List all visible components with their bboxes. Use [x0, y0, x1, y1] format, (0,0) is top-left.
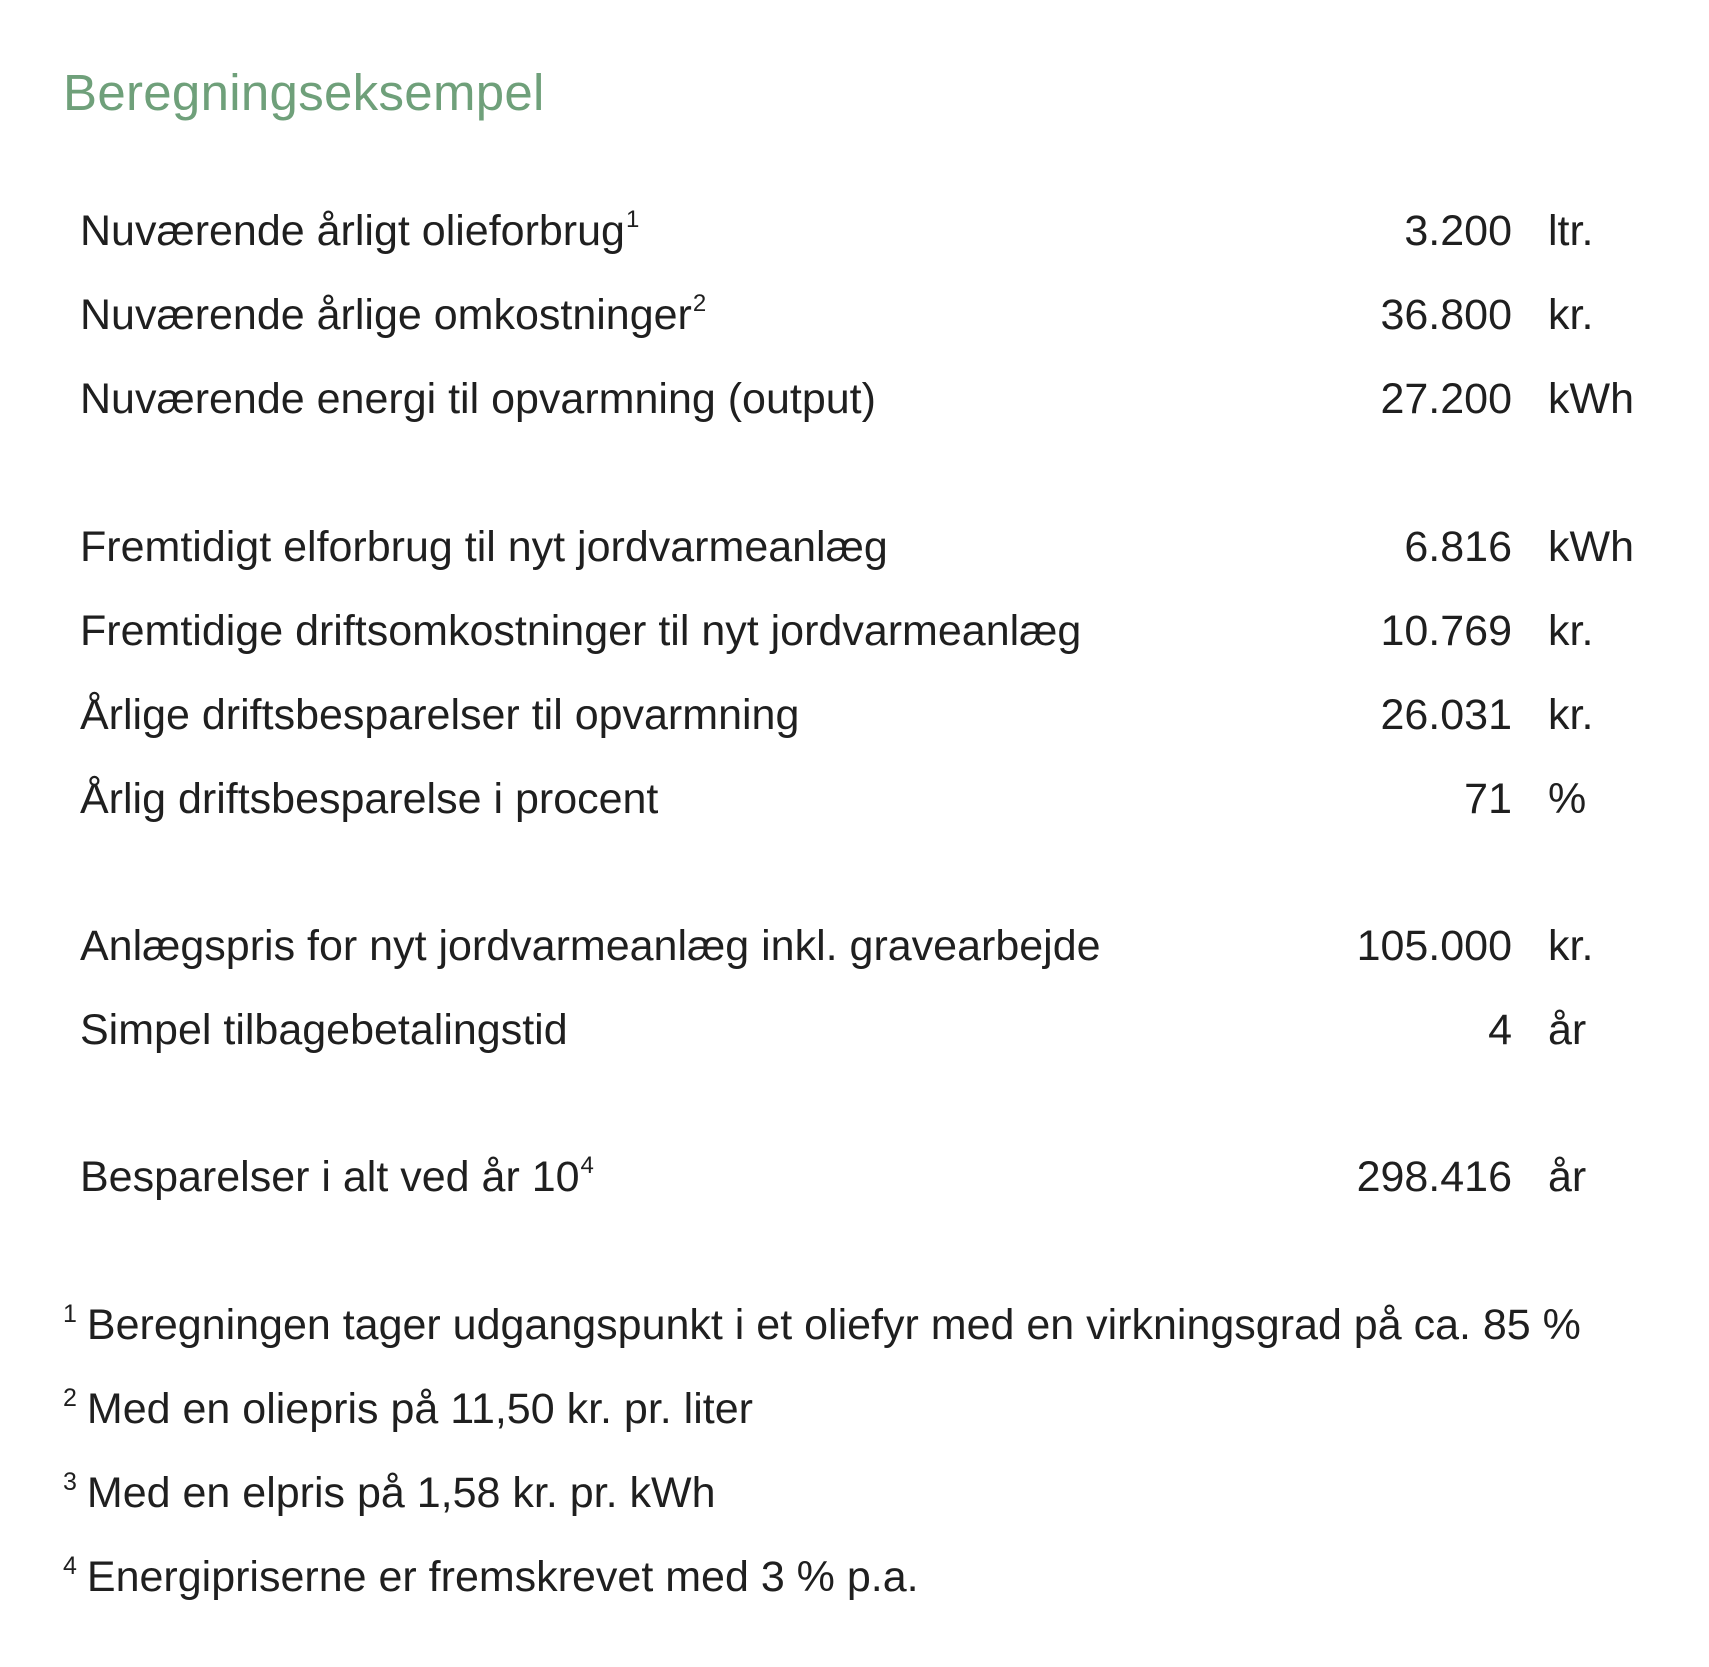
footnote-ref: 1: [625, 206, 640, 233]
row-value: 27.200: [1380, 375, 1512, 423]
row-value: 26.031: [1380, 691, 1512, 739]
footnote: [63, 1283, 1581, 1367]
table-row: [0, 757, 1709, 841]
footnote-number: 4: [63, 1552, 77, 1580]
row-unit: ltr.: [1548, 207, 1594, 255]
footnote: [63, 1535, 919, 1619]
row-unit: år: [1548, 1153, 1587, 1201]
footnote-text: Med en oliepris på 11,50 kr. pr. liter: [86, 1385, 753, 1433]
page-title: Beregningseksempel: [63, 64, 545, 121]
row-label: Besparelser i alt ved år $10^4$: [80, 1152, 594, 1201]
row-label: Anlægspris for nyt jordvarmeanlæg inkl. gravearbejde: [80, 922, 1101, 970]
footnote-text: Energipriserne er fremskrevet med 3 % p.a.: [86, 1553, 919, 1601]
table-row: [0, 589, 1709, 673]
row-label: Fremtidigt elforbrug til nyt jordvarmeanlæg: [80, 523, 888, 571]
row-label: Årlige driftsbesparelser til opvarmning: [80, 691, 800, 739]
table-row: [0, 505, 1709, 589]
row-label: Simpel tilbagebetalingstid: [80, 1006, 568, 1054]
row-label: Nuværende årlige omkostninger$^2$: [80, 290, 707, 339]
row-label: Årlig driftsbesparelse i procent: [80, 775, 659, 823]
table-row: [0, 988, 1709, 1072]
table-row: [0, 357, 1709, 441]
row-unit: kWh: [1548, 375, 1634, 423]
row-value: 105.000: [1356, 922, 1512, 970]
row-unit: kr.: [1548, 922, 1594, 970]
row-label: Fremtidige driftsomkostninger til nyt jordvarmeanlæg: [80, 607, 1082, 655]
footnote: [63, 1367, 753, 1451]
row-unit: %: [1548, 775, 1587, 823]
row-value: 6.816: [1404, 523, 1512, 571]
footnote-ref: 2: [692, 290, 707, 317]
row-unit: år: [1548, 1006, 1587, 1054]
row-label: Nuværende årligt olieforbrug$^1$: [80, 206, 640, 255]
row-value: 10.769: [1380, 607, 1512, 655]
row-value: 3.200: [1404, 207, 1512, 255]
table-row: [0, 273, 1709, 357]
table-row: [0, 904, 1709, 988]
footnote-ref: 4: [580, 1152, 594, 1179]
footnote: [63, 1451, 716, 1535]
row-label: Nuværende energi til opvarmning (output): [80, 375, 876, 423]
table-row: [0, 673, 1709, 757]
footnote-number: 1: [63, 1300, 77, 1328]
row-value: 4: [1488, 1006, 1512, 1054]
table-row: [0, 1135, 1709, 1219]
footnote-text: Med en elpris på 1,58 kr. pr. kWh: [86, 1469, 716, 1517]
row-unit: kr.: [1548, 691, 1594, 739]
row-value: 298.416: [1356, 1153, 1512, 1201]
table-row: [0, 189, 1709, 273]
row-unit: kWh: [1548, 523, 1634, 571]
footnote-text: Beregningen tager udgangspunkt i et oliefyr med en virkningsgrad på ca. 85 %: [86, 1301, 1581, 1349]
row-unit: kr.: [1548, 607, 1594, 655]
footnote-number: 3: [63, 1468, 77, 1496]
row-value: 36.800: [1380, 291, 1512, 339]
footnote-number: 2: [63, 1384, 77, 1412]
row-unit: kr.: [1548, 291, 1594, 339]
row-value: 71: [1464, 775, 1512, 823]
